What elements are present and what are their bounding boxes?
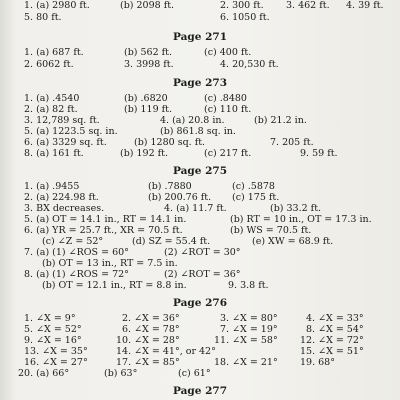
answer-entry: 7. (a) (1) ∠ROS = 60°: [24, 247, 129, 258]
answer-entry: (b) 2098 ft.: [120, 0, 175, 11]
answer-entry: (2) ∠ROT = 30°: [164, 247, 241, 258]
answer-entry: 2. (a) 224.98 ft.: [24, 192, 99, 203]
answer-entry: (e) XW = 68.9 ft.: [252, 236, 334, 247]
answer-entry: 16. ∠X = 27°: [24, 357, 88, 368]
answer-entry: 1. (a) .4540: [24, 93, 80, 104]
answer-entry: 4. 39 ft.: [346, 0, 384, 11]
answer-entry: (b) .6820: [124, 93, 168, 104]
answer-entry: 9. 3.8 ft.: [228, 280, 269, 291]
answer-entry: (b) OT = 13 in., RT = 7.5 in.: [42, 258, 178, 269]
answer-entry: (c) 61°: [178, 368, 211, 379]
answer-entry: 5. (a) OT = 14.1 in., RT = 14.1 in.: [24, 214, 187, 225]
answer-entry: (c) .8480: [204, 93, 247, 104]
answer-entry: (c) 110 ft.: [204, 104, 252, 115]
answer-entry: 4. (a) 20.8 in.: [160, 115, 225, 126]
answer-entry: 6. ∠X = 78°: [122, 324, 180, 335]
answer-entry: 8. (a) (1) ∠ROS = 72°: [24, 269, 129, 280]
answer-entry: 6. 1050 ft.: [220, 12, 270, 23]
section-heading: Page 273: [172, 77, 227, 89]
answer-entry: 2. 6062 ft.: [24, 59, 74, 70]
answer-entry: (b) WS = 70.5 ft.: [230, 225, 312, 236]
answer-entry: 1. (a) 2980 ft.: [24, 0, 90, 11]
answer-entry: 17. ∠X = 85°: [116, 357, 180, 368]
answer-entry: 3. ∠X = 80°: [220, 313, 278, 324]
answer-entry: 4. ∠X = 33°: [306, 313, 364, 324]
answer-entry: 19. 68°: [300, 357, 335, 368]
answer-entry: 3. BX decreases.: [24, 203, 105, 214]
answer-entry: 1. (a) .9455: [24, 181, 80, 192]
section-heading: Page 275: [172, 165, 227, 177]
answer-entry: 2. 300 ft.: [220, 0, 264, 11]
answer-entry: 13. ∠X = 35°: [24, 346, 88, 357]
answer-entry: 9. ∠X = 16°: [24, 335, 82, 346]
answer-entry: 11. ∠X = 58°: [214, 335, 278, 346]
section-heading: Page 277: [172, 385, 227, 397]
answer-entry: 1. ∠X = 9°: [24, 313, 76, 324]
answer-entry: (b) 21.2 in.: [254, 115, 307, 126]
answer-entry: (c) 217 ft.: [204, 148, 252, 159]
answer-entry: (b) 192 ft.: [120, 148, 169, 159]
section-heading: Page 276: [172, 297, 227, 309]
answer-entry: 5. (a) 1223.5 sq. in.: [24, 126, 118, 137]
answer-entry: 6. (a) 3329 sq. ft.: [24, 137, 107, 148]
answer-entry: 2. (a) 82 ft.: [24, 104, 78, 115]
answer-entry: 15. ∠X = 51°: [300, 346, 364, 357]
answer-entry: 8. (a) 161 ft.: [24, 148, 84, 159]
answer-entry: (b) 200.76 ft.: [148, 192, 212, 203]
answer-entry: 3. 12,789 sq. ft.: [24, 115, 100, 126]
answer-entry: 10. ∠X = 28°: [116, 335, 180, 346]
answer-entry: 20. (a) 66°: [18, 368, 70, 379]
answer-entry: 5. 80 ft.: [24, 12, 62, 23]
answer-entry: 7. 205 ft.: [270, 137, 314, 148]
answer-entry: 9. 59 ft.: [300, 148, 338, 159]
answer-entry: (b) 1280 sq. ft.: [134, 137, 206, 148]
answer-entry: 2. ∠X = 36°: [122, 313, 180, 324]
answer-entry: 18. ∠X = 21°: [214, 357, 278, 368]
section-heading: Page 271: [172, 31, 227, 43]
answer-entry: (b) RT = 10 in., OT = 17.3 in.: [230, 214, 372, 225]
answer-entry: (2) ∠ROT = 36°: [164, 269, 241, 280]
answer-entry: 4. 20,530 ft.: [220, 59, 279, 70]
answer-entry: (b) 119 ft.: [124, 104, 173, 115]
answer-entry: (c) .5878: [232, 181, 275, 192]
answer-entry: 14. ∠X = 41°, or 42°: [116, 346, 216, 357]
answer-entry: (d) SZ = 55.4 ft.: [132, 236, 211, 247]
answer-entry: (b) .7880: [148, 181, 192, 192]
answer-entry: 12. ∠X = 72°: [300, 335, 364, 346]
answer-entry: (b) 562 ft.: [124, 47, 173, 58]
answer-entry: 7. ∠X = 19°: [220, 324, 278, 335]
answer-entry: (c) 175 ft.: [232, 192, 280, 203]
answer-entry: 5. ∠X = 52°: [24, 324, 82, 335]
answer-entry: (b) OT = 12.1 in., RT = 8.8 in.: [42, 280, 187, 291]
answer-entry: 6. (a) YR = 25.7 ft., XR = 70.5 ft.: [24, 225, 183, 236]
answer-entry: (b) 33.2 ft.: [270, 203, 322, 214]
answer-entry: 3. 462 ft.: [286, 0, 330, 11]
answer-entry: 3. 3998 ft.: [124, 59, 174, 70]
answer-entry: 1. (a) 687 ft.: [24, 47, 84, 58]
answer-entry: (c) ∠Z = 52°: [42, 236, 104, 247]
answer-entry: 8. ∠X = 54°: [306, 324, 364, 335]
answer-entry: (c) 400 ft.: [204, 47, 252, 58]
answer-entry: (b) 861.8 sq. in.: [160, 126, 236, 137]
answer-entry: (b) 63°: [104, 368, 138, 379]
answer-entry: 4. (a) 11.7 ft.: [164, 203, 227, 214]
